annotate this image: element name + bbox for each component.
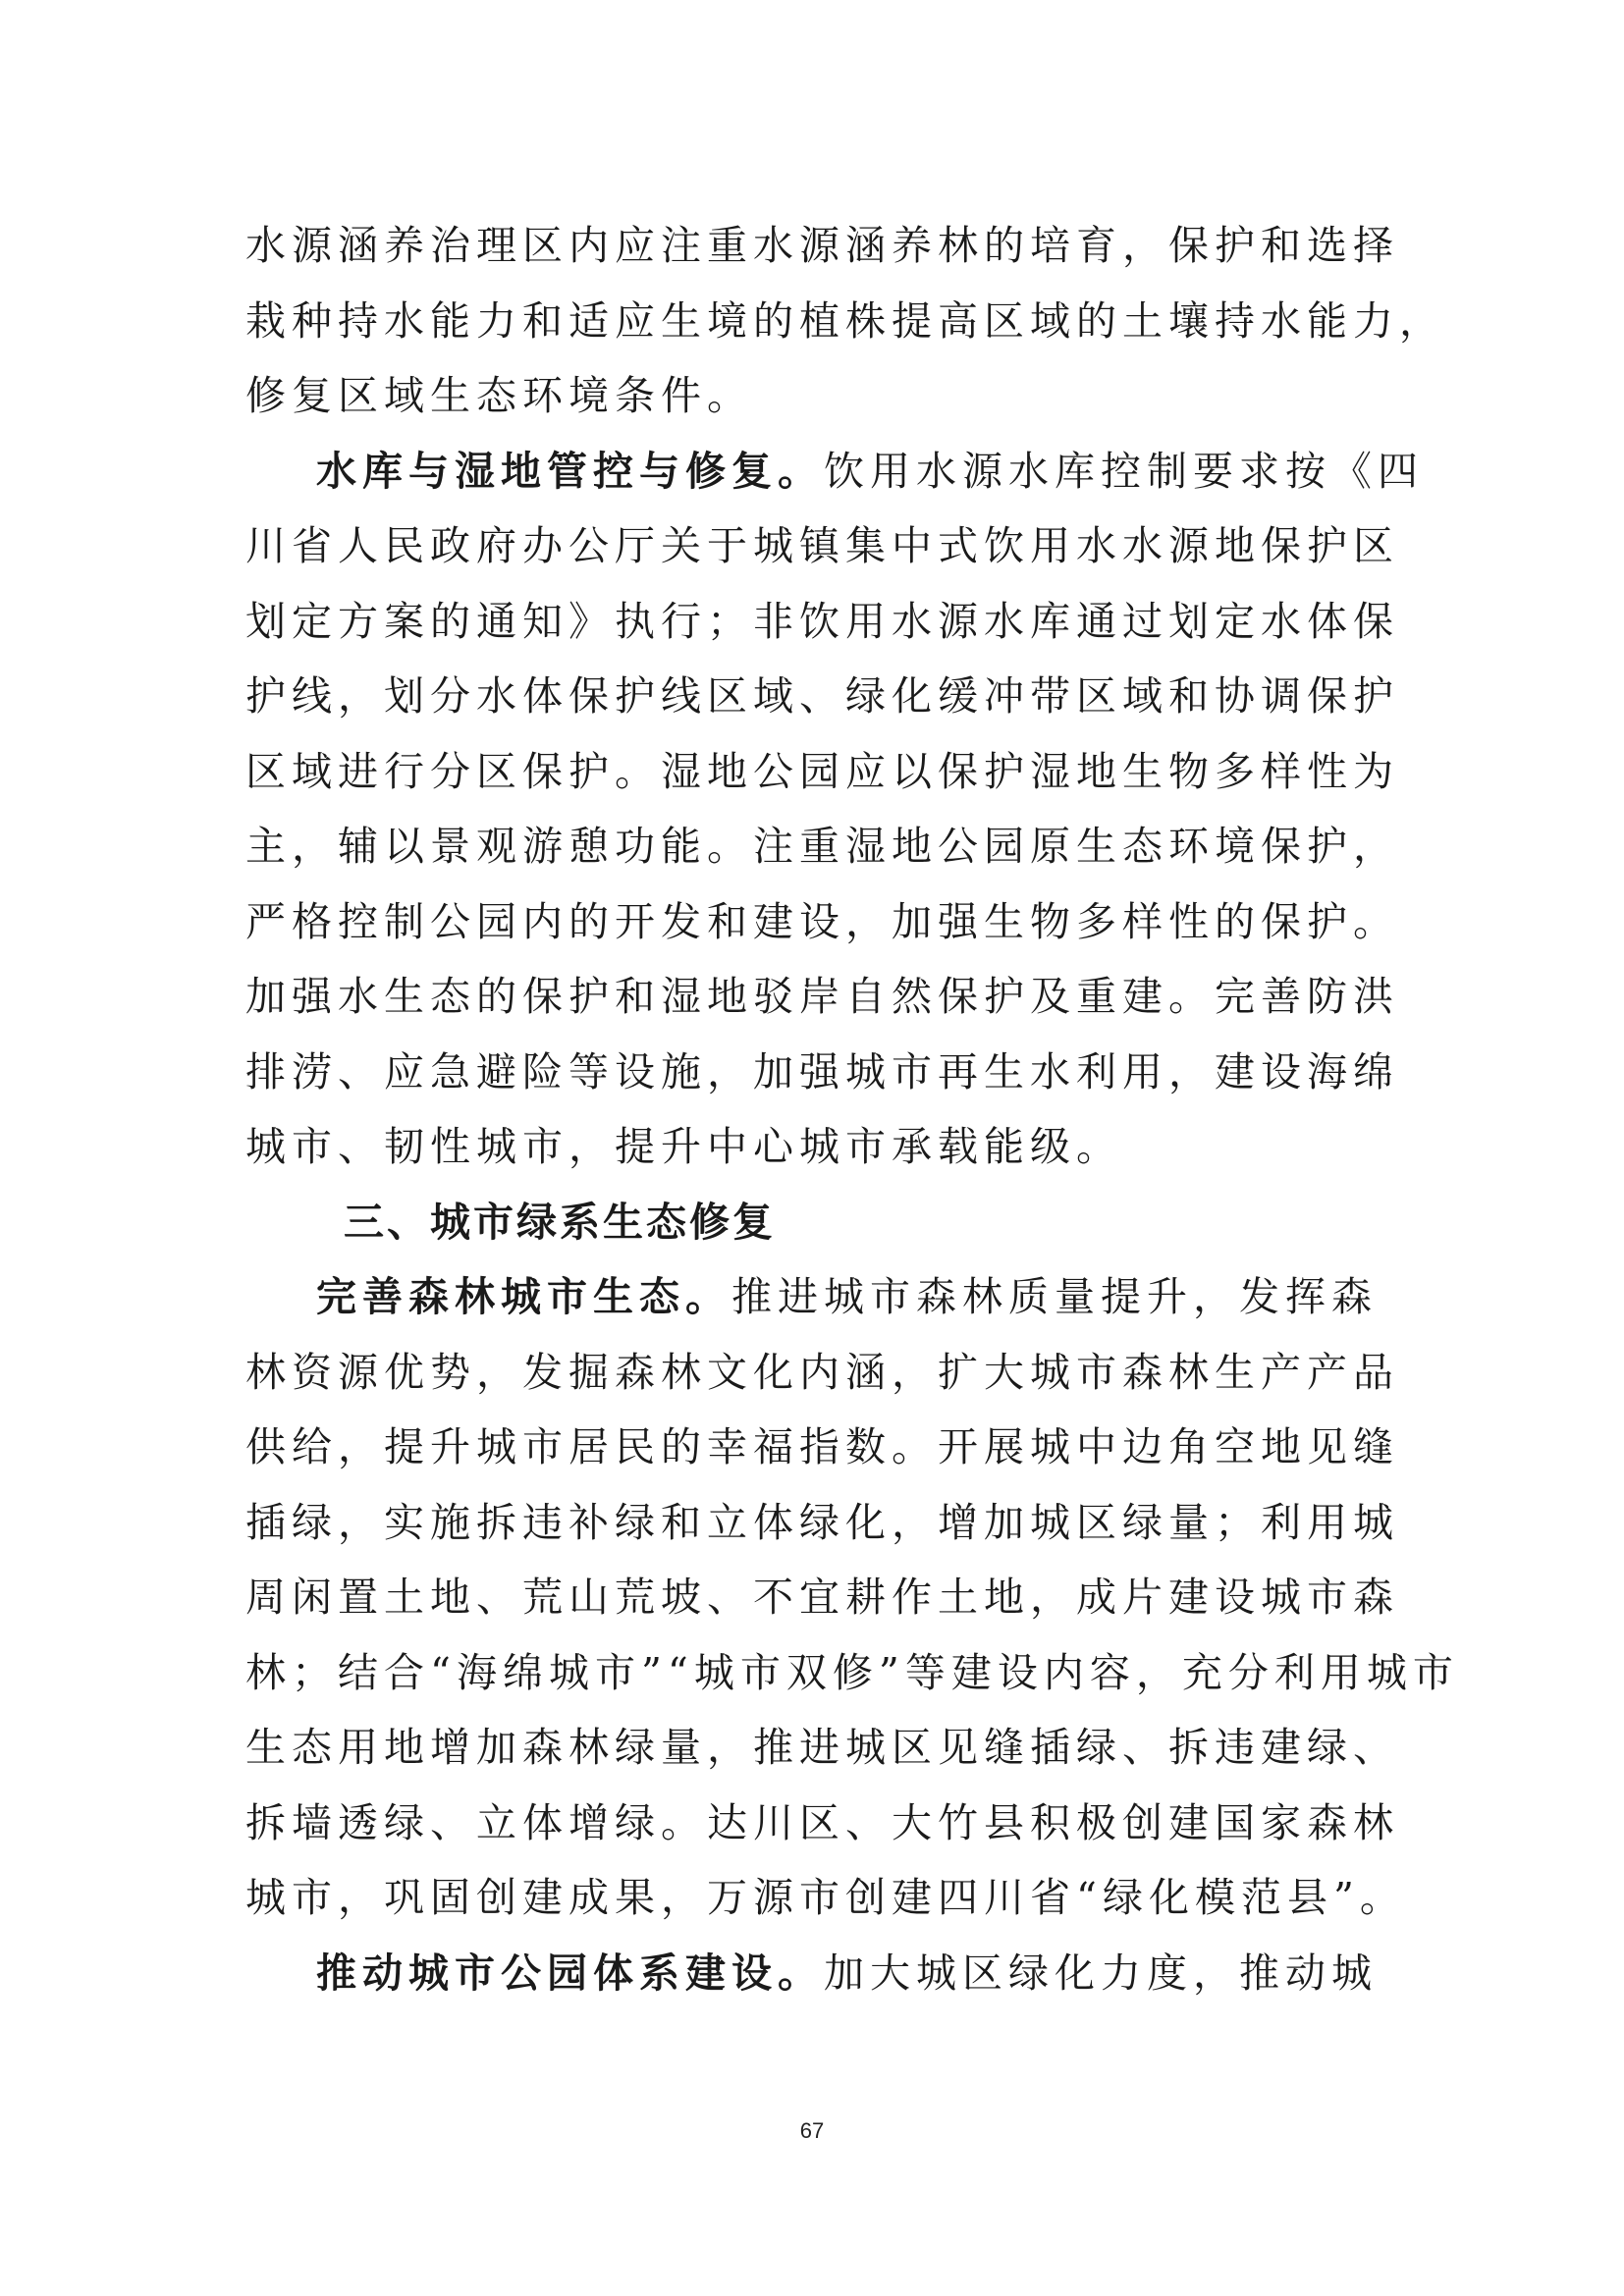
- text-line: 插绿，实施拆违补绿和立体绿化，增加城区绿量；利用城: [245, 1498, 1399, 1546]
- text-run: 饮用水源水库控制要求按《四: [824, 447, 1424, 495]
- text-line: 周闲置土地、荒山荒坡、不宜耕作土地，成片建设城市森: [245, 1574, 1399, 1621]
- paragraph-lead-park: 推动城市公园体系建设。: [316, 1949, 824, 1997]
- text-line: 修复区域生态环境条件。: [245, 372, 753, 419]
- text-line: 生态用地增加森林绿量，推进城区见缝插绿、拆违建绿、: [245, 1724, 1399, 1771]
- paragraph-forest-first-line: [245, 1259, 1384, 1335]
- text-line: 水源涵养治理区内应注重水源涵养林的培育，保护和选择: [245, 222, 1399, 269]
- text-line: 划定方案的通知》执行；非饮用水源水库通过划定水体保: [245, 597, 1399, 645]
- text-line: 拆墙透绿、立体增绿。达川区、大竹县积极创建国家森林: [245, 1798, 1399, 1846]
- text-line: 加强水生态的保护和湿地驳岸自然保护及重建。完善防洪: [245, 973, 1399, 1020]
- text-line: 区域进行分区保护。湿地公园应以保护湿地生物多样性为: [245, 747, 1399, 795]
- paragraph-reservoir-first-line: [245, 434, 1424, 509]
- text-line: 川省人民政府办公厅关于城镇集中式饮用水水源地保护区: [245, 522, 1399, 569]
- text-line: 栽种持水能力和适应生境的植株提高区域的土壤持水能力，: [245, 296, 1445, 345]
- text-line: 排涝、应急避险等设施，加强城市再生水利用，建设海绵: [245, 1047, 1399, 1095]
- paragraph-lead-forest: 完善森林城市生态。: [316, 1273, 731, 1320]
- text-line: 供给，提升城市居民的幸福指数。开展城中边角空地见缝: [245, 1423, 1399, 1470]
- text-line: 林；结合“海绵城市”“城市双修”等建设内容，充分利用城市: [245, 1648, 1459, 1696]
- text-line: 城市、韧性城市，提升中心城市承载能级。: [245, 1123, 1122, 1170]
- text-run: 加大城区绿化力度，推动城: [824, 1949, 1378, 1997]
- paragraph-park-first-line: [245, 1936, 1384, 2011]
- text-line: 护线，划分水体保护线区域、绿化缓冲带区域和协调保护: [245, 672, 1399, 720]
- paragraph-lead-reservoir: 水库与湿地管控与修复。: [316, 447, 824, 495]
- text-line: 严格控制公园内的开发和建设，加强生物多样性的保护。: [245, 897, 1399, 945]
- body-text: [245, 208, 1459, 2010]
- text-run: 推进城市森林质量提升，发挥森: [731, 1273, 1378, 1320]
- text-line: 林资源优势，发掘森林文化内涵，扩大城市森林生产产品: [245, 1348, 1399, 1396]
- text-line: 主，辅以景观游憩功能。注重湿地公园原生态环境保护，: [245, 823, 1399, 870]
- page-number: 67: [799, 2118, 825, 2143]
- text-line: 城市，巩固创建成果，万源市创建四川省“绿化模范县”。: [245, 1874, 1406, 1921]
- section-heading: 三、城市绿系生态修复: [344, 1198, 776, 1246]
